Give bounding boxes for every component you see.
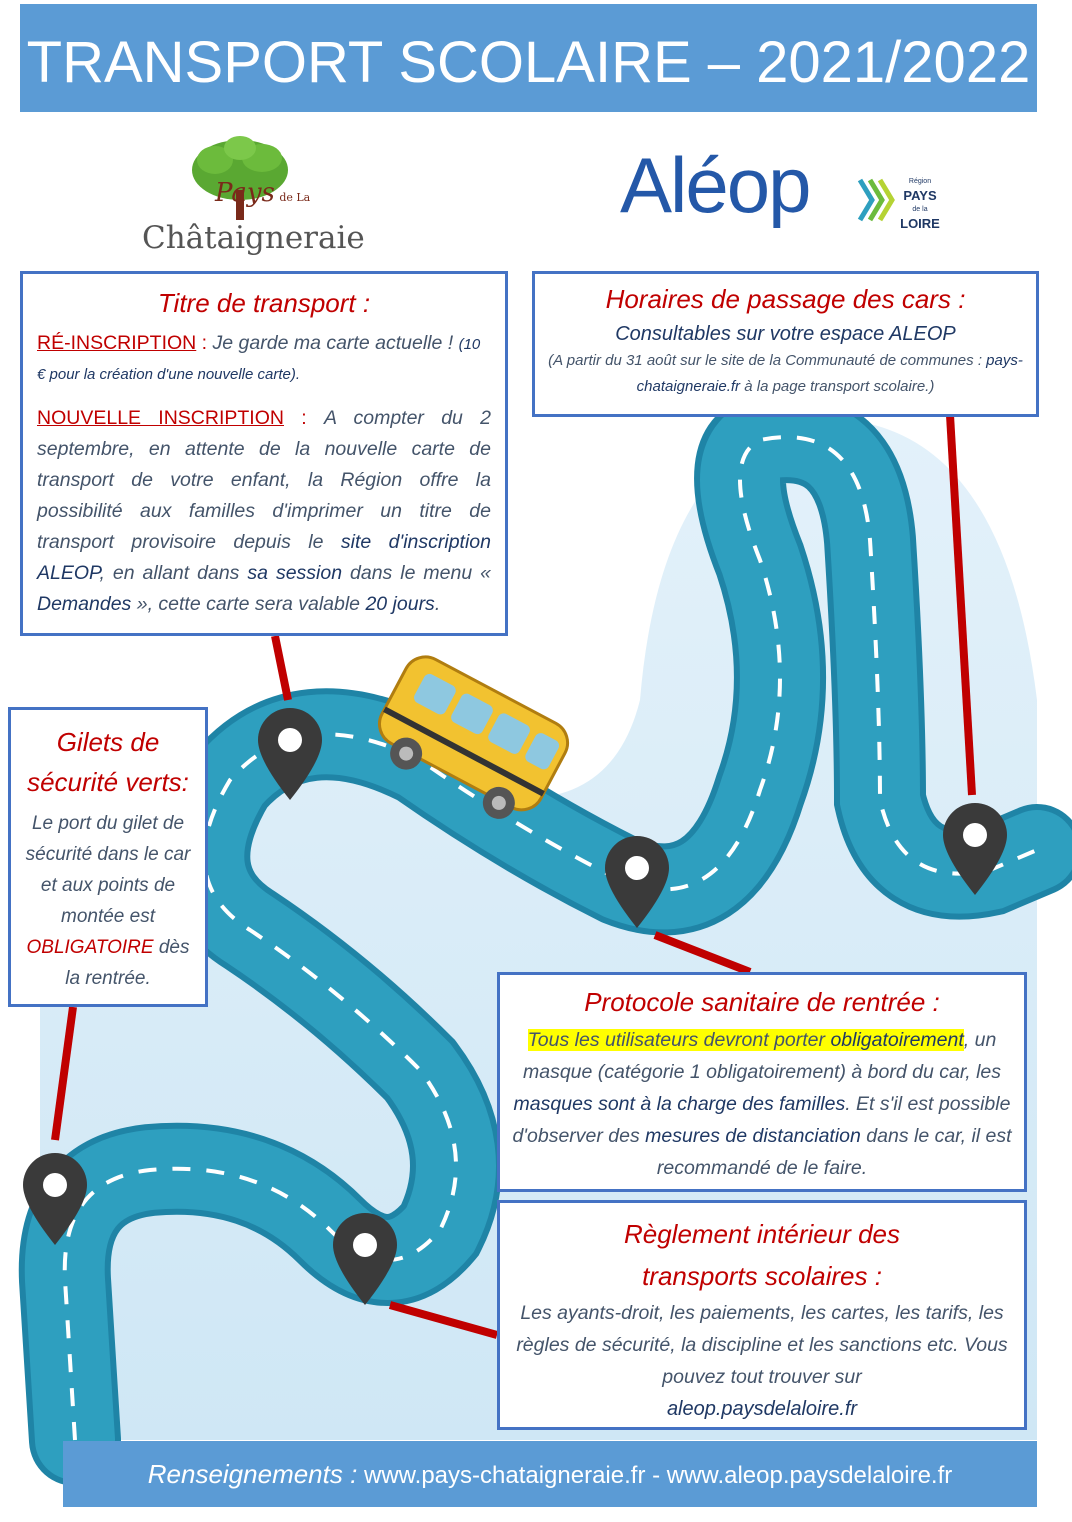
titre-heading: Titre de transport :: [157, 288, 371, 318]
protocole-highlight-strong: obligatoirement: [830, 1029, 964, 1051]
reinscription-label: RÉ-INSCRIPTION: [37, 332, 197, 354]
jours-strong: 20 jours: [365, 593, 435, 615]
footer-banner: [63, 1441, 1037, 1507]
reglement-heading2: transports scolaires :: [642, 1261, 882, 1291]
region-logo: [900, 175, 940, 231]
aleop-logo: Aléop: [620, 141, 810, 229]
nouvelle-text3: dans le menu «: [342, 562, 491, 584]
nouvelle-text4: », cette carte sera valable: [131, 593, 366, 615]
region-pays: PAYS: [903, 188, 937, 203]
pays-logo-delà: de La: [279, 191, 311, 204]
horaires-line: Consultables sur votre espace ALEOP: [615, 323, 956, 345]
reglement-heading1: Règlement intérieur des: [623, 1219, 901, 1249]
nouvelle-label: NOUVELLE INSCRIPTION: [37, 407, 284, 429]
pays-logo-name: Châtaigneraie: [142, 220, 365, 256]
horaires-link[interactable]: pays-chataigneraie.fr: [636, 352, 1023, 395]
nouvelle-text2: , en allant dans: [99, 562, 248, 584]
reinscription-sep: :: [196, 332, 213, 354]
protocole-text: [508, 1024, 1016, 1184]
region-loire: LOIRE: [900, 216, 940, 231]
horaires-note: [543, 348, 1028, 400]
demandes-strong: Demandes: [37, 593, 132, 615]
protocole-t2: . Et s'il est possible d'observer des: [512, 1093, 1011, 1147]
titre-transport-box: [20, 271, 508, 636]
gilets-text1: Le port du gilet de sécurité dans le car et aux points de montée est: [25, 813, 191, 927]
protocole-heading: Protocole sanitaire de rentrée :: [584, 987, 940, 1017]
protocole-s2: mesures de distanciation: [645, 1125, 861, 1147]
aleop-chevron-icon: [860, 180, 892, 220]
footer-links[interactable]: www.pays-chataigneraie.fr - www.aleop.paysdelaloire.fr: [357, 1462, 953, 1489]
nouvelle-text5: .: [434, 593, 441, 615]
reglement-box: [497, 1200, 1027, 1430]
protocole-t1: , un masque (catégorie 1 obligatoirement) à bord du car, les: [522, 1029, 1002, 1083]
gilets-heading: Gilets de sécurité verts:: [27, 727, 189, 797]
protocole-box: [497, 972, 1027, 1192]
gilets-text2: dès la rentrée.: [65, 937, 190, 989]
pays-logo-word: Pays: [215, 178, 275, 208]
protocole-s1: masques sont à la charge des familles: [513, 1093, 846, 1115]
nouvelle-paragraph: [37, 403, 491, 620]
horaires-note1: (A partir du 31 août sur le site de la Communauté de communes :: [548, 352, 987, 369]
connector-line: [275, 636, 288, 700]
region-label: Région: [908, 178, 932, 185]
reinscription-paragraph: [37, 329, 491, 389]
session-strong: sa session: [247, 562, 343, 584]
horaires-heading: Horaires de passage des cars :: [605, 284, 966, 314]
reglement-link[interactable]: aleop.paysdelaloire.fr: [666, 1398, 858, 1420]
nouvelle-text1: A compter du 2 septembre, en attente de la nouvelle carte de transport de votre enfant, la Région offre la possibilité aux familles d'imprimer un titre de transport provisoire depuis le: [37, 407, 491, 553]
horaires-note2: à la page transport scolaire.): [740, 378, 935, 395]
protocole-highlight: Tous les utilisateurs devront porter: [527, 1029, 831, 1051]
pays-logo: [215, 178, 355, 208]
gilets-strong: OBLIGATOIRE: [26, 937, 154, 958]
reglement-text: Les ayants-droit, les paiements, les cartes, les tarifs, les règles de sécurité, la discipline et les sanctions etc. Vous pouvez tout trouver sur: [516, 1302, 1008, 1388]
footer-label: Renseignements :: [147, 1459, 358, 1489]
reinscription-text: Je garde ma carte actuelle !: [212, 332, 459, 354]
page-title: TRANSPORT SCOLAIRE – 2021/2022: [26, 30, 1031, 95]
horaires-box: [532, 271, 1039, 417]
reinscription-note: (10 € pour la création d'une nouvelle carte).: [37, 336, 481, 383]
nouvelle-sep: :: [283, 407, 324, 429]
gilets-text: [17, 808, 199, 994]
region-dela: de la: [912, 206, 928, 213]
protocole-t3: dans le car, il est recommandé de le faire.: [656, 1125, 1012, 1179]
gilets-box: [8, 707, 208, 1007]
site-strong: site d'inscription ALEOP: [37, 531, 491, 584]
